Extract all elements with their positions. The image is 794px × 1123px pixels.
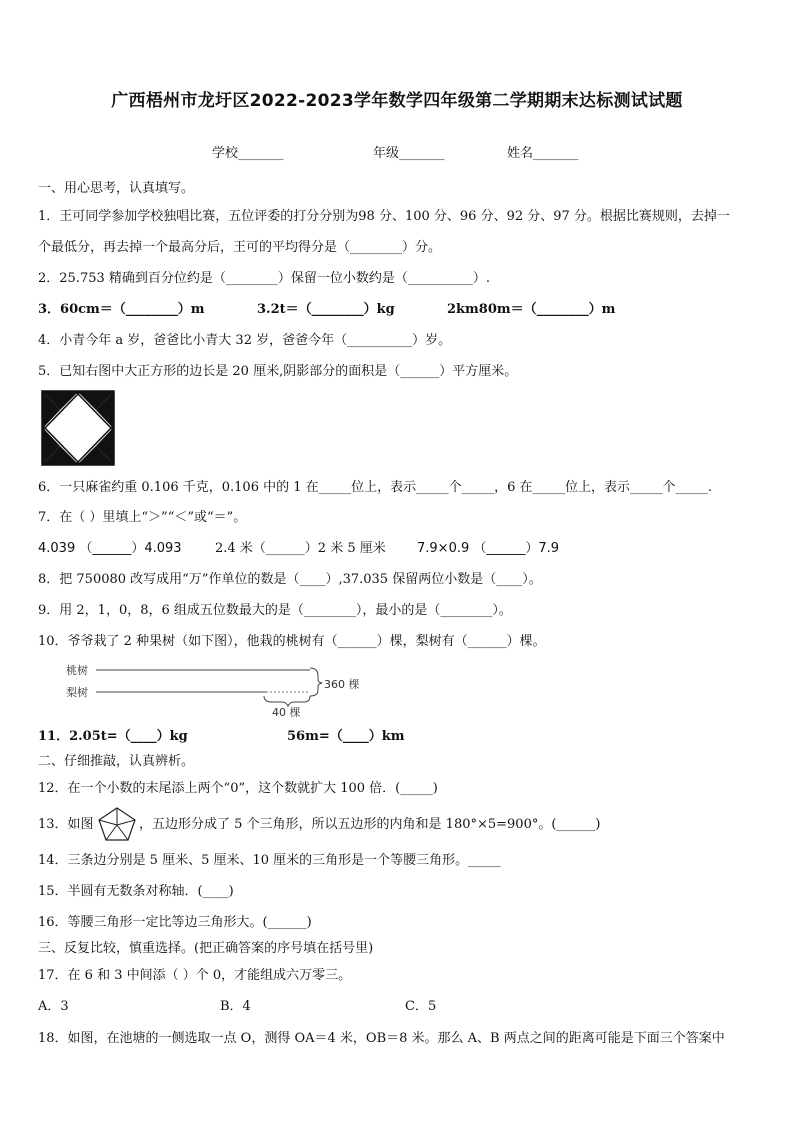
question-7c: 7.9×0.9 （______）7.9 — [417, 541, 560, 556]
question-13-text: ，五边形分成了 5 个三角形，所以五边形的内角和是 180°×5=900°。(______) — [139, 817, 601, 832]
question-4: 4．小青今年 a 岁，爸爸比小青大 32 岁，爸爸今年（__________）岁。 — [38, 333, 452, 348]
question-8: 8．把 750080 改写成用“万”作单位的数是（____）,37.035 保留两位小数是（____）。 — [38, 572, 542, 587]
question-10-segment-diagram — [60, 660, 370, 720]
page-title: 广西梧州市龙圩区2022-2023学年数学四年级第二学期期末达标测试试题 — [111, 91, 683, 111]
question-16: 16．等腰三角形一定比等边三角形大。(______) — [38, 915, 312, 930]
question-7a: 4.039 （______）4.093 — [38, 541, 182, 556]
question-5-square-figure — [41, 390, 115, 466]
question-7b: 2.4 米（______）2 米 5 厘米 — [215, 541, 386, 556]
question-2: 2．25.753 精确到百分位约是（________）保留一位小数约是（__________）. — [38, 271, 491, 286]
question-7: 7．在（ ）里填上“＞”“＜”或“＝”。 — [38, 510, 247, 525]
question-17-option-b: B．4 — [220, 999, 251, 1014]
question-15: 15．半圆有无数条对称轴．(____) — [38, 884, 234, 899]
grade-field: 年级_______ — [373, 146, 445, 161]
question-3a: 3．60cm＝（________）m — [38, 302, 205, 317]
section-1-heading: 一、用心思考，认真填写。 — [38, 181, 195, 196]
school-field: 学校_______ — [212, 146, 284, 161]
question-9: 9．用 2，1，0，8，6 组成五位数最大的是（________），最小的是（________）。 — [38, 603, 512, 618]
difference-label: 40 棵 — [272, 706, 301, 719]
question-14: 14．三条边分别是 5 厘米、5 厘米、10 厘米的三角形是一个等腰三角形。_____ — [38, 853, 501, 868]
question-11a: 11．2.05t=（____）kg — [38, 729, 188, 744]
question-1-line-1: 1．王可同学参加学校独唱比赛，五位评委的打分分别为98 分、100 分、96 分、92 分、97 分。根据比赛规则，去掉一 — [38, 209, 730, 224]
peach-tree-label: 桃树 — [66, 664, 88, 677]
name-field: 姓名_______ — [507, 146, 579, 161]
question-17-option-c: C．5 — [405, 999, 437, 1014]
question-17: 17．在 6 和 3 中间添（ ）个 0，才能组成六万零三。 — [38, 968, 352, 983]
section-3-heading: 三、反复比较，慎重选择。(把正确答案的序号填在括号里) — [38, 941, 374, 956]
question-1-line-2: 个最低分，再去掉一个最高分后，王可的平均得分是（________）分。 — [38, 240, 442, 255]
question-6: 6．一只麻雀约重 0.106 千克，0.106 中的 1 在_____位上，表示_____个_____，6 在_____位上，表示_____个_____. — [38, 480, 713, 495]
question-3b: 3.2t＝（________）kg — [257, 302, 395, 317]
section-2-heading: 二、仔细推敲，认真辨析。 — [38, 754, 195, 769]
question-11b: 56m=（____）km — [287, 729, 405, 744]
pear-tree-label: 梨树 — [66, 686, 88, 699]
question-5: 5．已知右图中大正方形的边长是 20 厘米,阴影部分的面积是（______）平方厘米。 — [38, 364, 518, 379]
question-3c: 2km80m＝（________）m — [447, 302, 616, 317]
question-13-pentagon-icon — [97, 806, 137, 842]
question-13-prefix: 13．如图 — [38, 817, 94, 832]
total-label: 360 棵 — [324, 678, 360, 691]
question-17-option-a: A．3 — [38, 999, 69, 1014]
question-12: 12．在一个小数的末尾添上两个“0”，这个数就扩大 100 倍．(_____) — [38, 781, 438, 796]
question-10: 10．爷爷栽了 2 种果树（如下图），他栽的桃树有（______）棵，梨树有（______）棵。 — [38, 634, 546, 649]
question-18: 18．如图，在池塘的一侧选取一点 O，测得 OA＝4 米，OB＝8 米。那么 A、B 两点之间的距离可能是下面三个答案中 — [38, 1031, 725, 1046]
